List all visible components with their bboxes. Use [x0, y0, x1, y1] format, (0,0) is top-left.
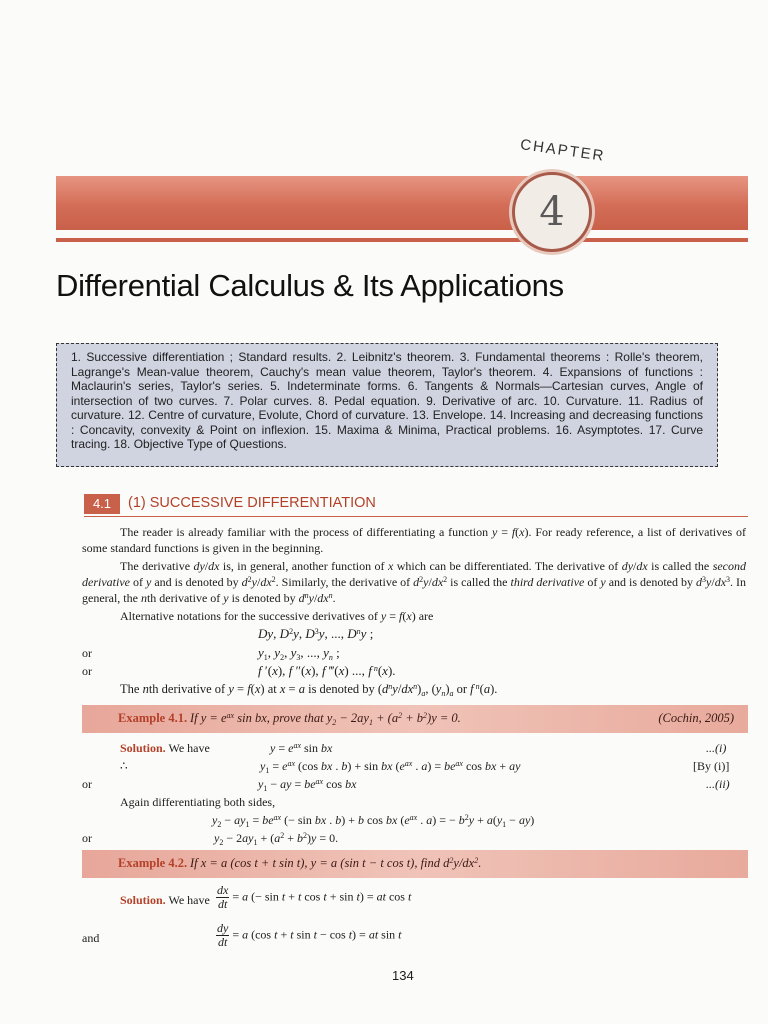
- equation-ref-by-i: [By (i)]: [693, 759, 730, 773]
- equation-ref-i: ...(i): [706, 741, 727, 755]
- example-source: (Cochin, 2005): [658, 711, 734, 725]
- equation-dx-dt: $\frac{dx}{dt}$ = a (− sin t + t cos t + sin t) = at cos t: [217, 883, 412, 911]
- chapter-title: Differential Calculus & Its Applications: [56, 268, 564, 303]
- solution-line: [120, 892, 210, 908]
- we-have-text: We have: [168, 893, 210, 907]
- chapter-label: CHAPTER: [519, 136, 607, 165]
- chapter-contents-box: 1. Successive differentiation ; Standard results. 2. Leibnitz's theorem. 3. Fundamental theorems : Rolle's theorem, Lagrange's Mean-value theorem, Cauchy's mean value theorem, Taylor's theorem. 4. Expansions of functions : Maclaurin's series, Taylor's series. 5. Indeterminate forms. 6. Tangents & Normals—Cartesian curves, Angle of intersection of two curves. 7. Polar curves. 8. Pedal equation. 9. Derivative of arc. 10. Curvature. 11. Radius of curvature. 12. Centre of curvature, Evolute, Chord of curvature. 13. Envelope. 14. Increasing and decreasing functions : Concavity, convexity & Point on inflexion. 15. Maxima & Minima, Practical problems. 16. Asymptotes. 17. Curve tracing. 18. Objective Type of Questions.: [56, 343, 718, 467]
- example-statement: If $y = e^{ax}$ sin bx, prove that $y_2 - 2ay_1 + (a^2 + b^2)y = 0$.: [190, 711, 461, 727]
- notation-subscript: $y_1$, $y_2$, $y_3$, ..., $y_n$ ;: [258, 645, 340, 662]
- notation-d-operator: Dy, $D^2y$, $D^3y$, ..., $D^ny$ ;: [258, 626, 374, 641]
- section-heading: [84, 494, 748, 517]
- nth-derivative-at-point: The nth derivative of y = f(x) at x = a is denoted by $(d^ny/dx^n)_a$, $(y_n)_a$ or f $^n$(a).: [120, 682, 498, 698]
- equation-y2: $y_2 - ay_1 = be^{ax}$ (− sin bx . b) + b cos bx ($e^{ax}$ . a) = − $b^2y + a(y_1 - ay)$: [212, 813, 535, 829]
- notation-prime: f ′(x), f ″(x), f ‴(x) ..., f $^n$(x).: [258, 663, 396, 678]
- section-title: (1) SUCCESSIVE DIFFERENTIATION: [128, 495, 376, 511]
- equation-y1: $y_1 = e^{ax}$ (cos bx . b) + sin bx ($e^{ax}$ . $a) = be^{ax}$ cos bx + ay: [260, 759, 521, 775]
- chapter-number: 4: [539, 189, 565, 235]
- word-and: and: [82, 931, 100, 945]
- section-number: 4.1: [84, 494, 120, 514]
- definition-paragraph: The derivative dy/dx is, in general, another function of x which can be differentiated. The derivative of dy/dx is called the second derivative of y and is denoted by $d^2y/dx^2$. Similarly, the derivative of $d^2y/dx^2$ is called the third derivative of y and is denoted by $d^3y/dx^3$. In general, the nth derivative of y is denoted by $d^ny/dx^n$.: [82, 559, 747, 605]
- example-4-2-banner: [82, 850, 748, 878]
- again-differentiating-text: Again differentiating both sides,: [120, 795, 276, 809]
- word-or: or: [82, 831, 92, 845]
- we-have-text: We have: [168, 741, 210, 755]
- solution-label: Solution.: [120, 741, 166, 755]
- equation-y1-minus-ay: $y_1$ − ay = $be^{ax}$ cos bx: [258, 777, 357, 793]
- equation-ref-ii: ...(ii): [706, 777, 730, 791]
- notation-intro: Alternative notations for the successive derivatives of y = f(x) are: [120, 609, 434, 623]
- therefore-symbol: ∴: [120, 759, 128, 773]
- word-or: or: [82, 664, 92, 678]
- example-4-1-banner: [82, 705, 748, 733]
- chapter-band: [56, 176, 748, 230]
- example-label: Example 4.2.: [118, 856, 188, 870]
- chapter-band-underline: [56, 238, 748, 242]
- example-label: Example 4.1.: [118, 711, 188, 725]
- equation-result: $y_2 - 2ay_1 + (a^2 + b^2)y = 0$.: [214, 831, 339, 847]
- intro-paragraph: The reader is already familiar with the process of differentiating a function y = f(x). For ready reference, a list of derivatives of some standard functions is given in the beginning.: [82, 525, 746, 555]
- solution-line: [120, 740, 210, 756]
- page-number: 134: [392, 968, 414, 983]
- word-or: or: [82, 777, 92, 791]
- equation-dy-dt: $\frac{dy}{dt}$ = a (cos t + t sin t − cos t) = at sin t: [217, 921, 402, 949]
- solution-label: Solution.: [120, 893, 166, 907]
- word-or: or: [82, 646, 92, 660]
- equation-y: $y = e^{ax}$ sin bx: [270, 741, 333, 755]
- chapter-number-badge: [512, 172, 592, 252]
- fraction-dy-dt: $\frac{dy}{dt}$: [217, 921, 229, 949]
- fraction-dx-dt: $\frac{dx}{dt}$: [217, 883, 229, 911]
- example-statement: If x = a (cos t + t sin t), y = a (sin t − t cos t), find $d^2y/dx^2$.: [190, 856, 482, 870]
